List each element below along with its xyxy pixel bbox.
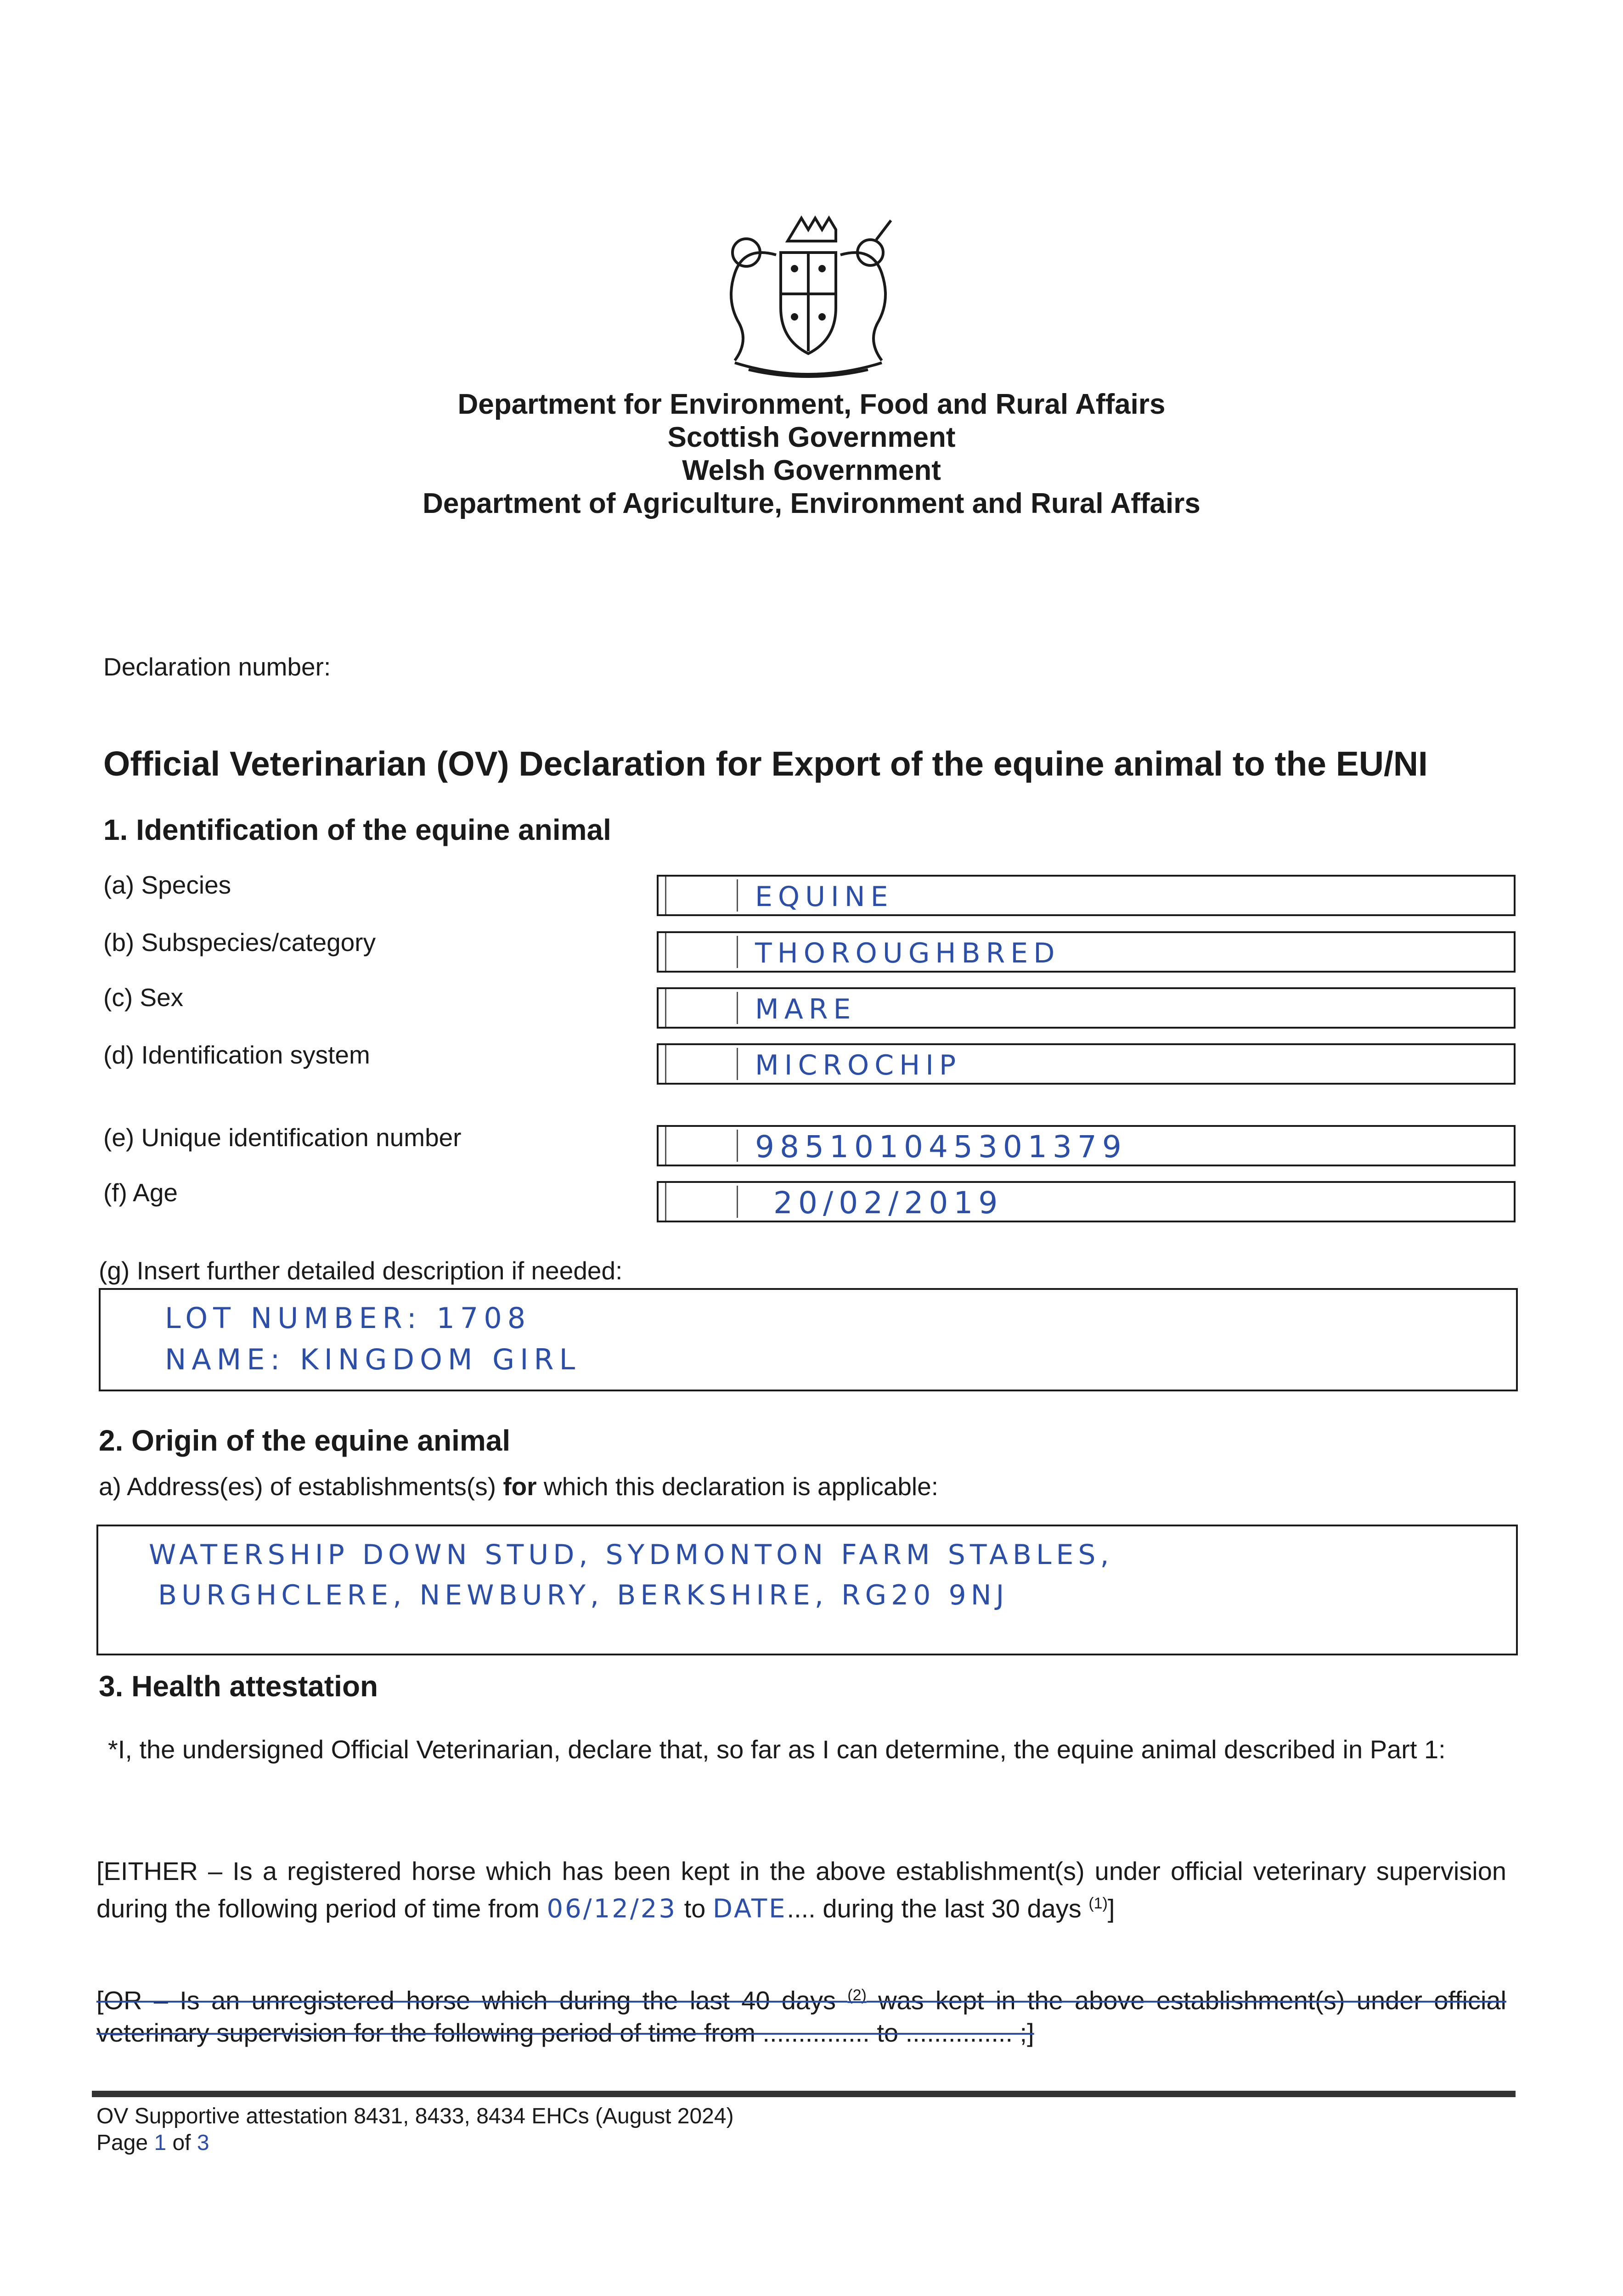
period-from-value: 06/12/23 — [547, 1894, 677, 1924]
further-description-label: (g) Insert further detailed description if needed: — [99, 1256, 623, 1285]
footer-attestation-reference: OV Supportive attestation 8431, 8433, 8434 EHCs (August 2024) — [96, 2104, 734, 2128]
section-1-heading: 1. Identification of the equine animal — [103, 813, 611, 846]
footer-page-number: Page 1 of 3 — [96, 2131, 209, 2155]
department-name-scottish-government: Scottish Government — [667, 422, 956, 453]
health-attestation-intro: *I, the undersigned Official Veterinarian, declare that, so far as I can determine, the equine animal described in Part 1: — [108, 1735, 1446, 1764]
address-box[interactable] — [96, 1525, 1518, 1655]
species-field[interactable] — [657, 875, 1516, 916]
department-name-welsh-government: Welsh Government — [682, 455, 941, 486]
address-line-2: BURGHCLERE, NEWBURY, BERKSHIRE, RG20 9NJ — [158, 1579, 1009, 1611]
age-label: (f) Age — [103, 1178, 178, 1207]
species-label: (a) Species — [103, 871, 231, 899]
species-value: EQUINE — [755, 881, 894, 913]
horse-name-text: NAME: KINGDOM GIRL — [165, 1343, 581, 1376]
section-3-heading: 3. Health attestation — [99, 1670, 378, 1703]
or-clause-struck-through: [OR – Is an unregistered horse which during the last 40 days $^{(2)}$ was kept in the above establishment(s) under official veterinary supervision for the following period of time from ............... to ............... ;] — [96, 1986, 1506, 2047]
identification-system-field[interactable] — [657, 1043, 1516, 1085]
identification-system-label: (d) Identification system — [103, 1041, 370, 1069]
age-field[interactable] — [657, 1181, 1516, 1222]
document-title: Official Veterinarian (OV) Declaration for Export of the equine animal to the EU/NI — [103, 744, 1428, 783]
address-line-1: WATERSHIP DOWN STUD, SYDMONTON FARM STABLES, — [149, 1539, 1114, 1571]
department-name-daera: Department of Agriculture, Environment and Rural Affairs — [423, 488, 1200, 519]
sex-field[interactable] — [657, 987, 1516, 1029]
lot-number-text: LOT NUMBER: 1708 — [165, 1301, 531, 1335]
further-description-box[interactable] — [99, 1288, 1518, 1391]
department-name-defra: Department for Environment, Food and Rural Affairs — [457, 388, 1166, 420]
unique-id-field[interactable] — [657, 1125, 1516, 1166]
subspecies-label: (b) Subspecies/category — [103, 928, 376, 957]
either-clause: [EITHER – Is a registered horse which has been kept in the above establishment(s) under official veterinary supervision during the following period of time from 06/12/23 to DATE.... during the last 30 days $^{(1)}$] — [96, 1857, 1506, 1924]
unique-id-label: (e) Unique identification number — [103, 1123, 462, 1152]
footer-divider — [92, 2091, 1516, 2097]
declaration-number-label: Declaration number: — [103, 653, 331, 681]
section-2-heading: 2. Origin of the equine animal — [99, 1424, 511, 1457]
subspecies-field[interactable] — [657, 931, 1516, 973]
royal-coat-of-arms-icon — [703, 211, 914, 386]
sex-label: (c) Sex — [103, 983, 184, 1012]
period-to-value: DATE — [712, 1894, 787, 1924]
sex-value: MARE — [755, 993, 857, 1025]
age-value: 20/02/2019 — [773, 1185, 1003, 1221]
unique-id-value: 985101045301379 — [755, 1129, 1127, 1165]
identification-system-value: MICROCHIP — [755, 1049, 962, 1081]
subspecies-value: THOROUGHBRED — [755, 937, 1060, 969]
address-label: a) Address(es) of establishments(s) for which this declaration is applicable: — [99, 1472, 939, 1501]
